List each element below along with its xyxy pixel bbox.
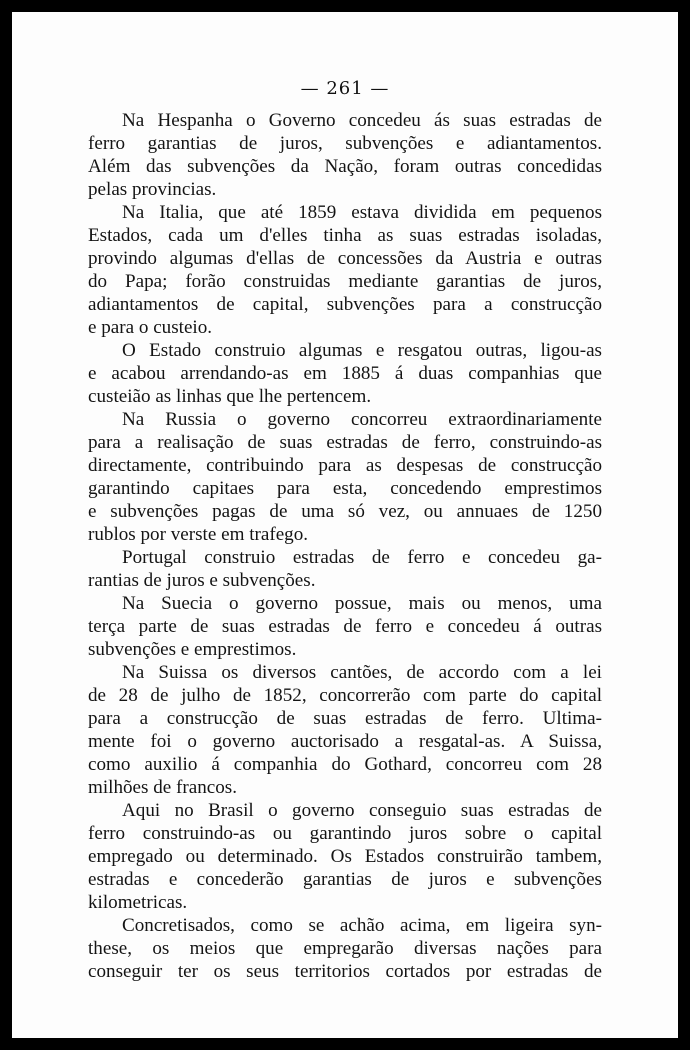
text-line: para a construcção de suas estradas de ferro. Ultima- xyxy=(88,708,602,729)
paragraph-hespanha xyxy=(88,109,602,201)
text-line: Aqui no Brasil o governo conseguio suas estradas de xyxy=(122,800,602,821)
text-line: Estados, cada um d'elles tinha as suas estradas isoladas, xyxy=(88,225,602,246)
text-line: Na Hespanha o Governo concedeu ás suas estradas de xyxy=(122,110,602,131)
text-line: kilometricas. xyxy=(88,892,188,913)
text-line: mente foi o governo auctorisado a resgatal-as. A Suissa, xyxy=(88,731,602,752)
text-line: Na Italia, que até 1859 estava dividida em pequenos xyxy=(122,202,602,223)
text-line: como auxilio á companhia do Gothard, concorreu com 28 xyxy=(88,754,602,775)
text-line: rublos por verste em trafego. xyxy=(88,524,309,545)
body-text xyxy=(88,109,602,983)
text-line: Na Russia o governo concorreu extraordinariamente xyxy=(122,409,602,430)
paragraph-brasil xyxy=(88,799,602,914)
text-line: O Estado construio algumas e resgatou outras, ligou-as xyxy=(122,340,602,361)
text-line: these, os meios que empregarão diversas nações para xyxy=(88,938,602,959)
paragraph-estado xyxy=(88,339,602,408)
text-line: para a realisação de suas estradas de ferro, construindo-as xyxy=(88,432,602,453)
paragraph-portugal xyxy=(88,546,602,592)
page-number: — 261 — xyxy=(300,78,390,99)
text-line: pelas provincias. xyxy=(88,179,217,200)
paragraph-suecia xyxy=(88,592,602,661)
book-page xyxy=(12,12,678,1038)
text-line: empregado ou determinado. Os Estados construirão tambem, xyxy=(88,846,602,867)
text-line: e para o custeio. xyxy=(88,317,213,338)
text-line: Na Suecia o governo possue, mais ou menos, uma xyxy=(122,593,602,614)
paragraph-concretisados xyxy=(88,914,602,983)
text-line: ferro construindo-as ou garantindo juros sobre o capital xyxy=(88,823,602,844)
text-line: terça parte de suas estradas de ferro e concedeu á outras xyxy=(88,616,602,637)
paragraph-italia xyxy=(88,201,602,339)
text-line: garantindo capitaes para esta, concedendo emprestimos xyxy=(88,478,602,499)
text-line: estradas e concederão garantias de juros e subvenções xyxy=(88,869,602,890)
text-line: de 28 de julho de 1852, concorrerão com parte do capital xyxy=(88,685,602,706)
text-line: Portugal construio estradas de ferro e concedeu ga- xyxy=(122,547,602,568)
text-line: subvenções e emprestimos. xyxy=(88,639,297,660)
text-line: e subvenções pagas de uma só vez, ou annuaes de 1250 xyxy=(88,501,602,522)
text-line: Além das subvenções da Nação, foram outras concedidas xyxy=(88,156,602,177)
text-line: provindo algumas d'ellas de concessões da Austria e outras xyxy=(88,248,602,269)
text-line: conseguir ter os seus territorios cortados por estradas de xyxy=(88,961,602,982)
text-line: Na Suissa os diversos cantões, de accordo com a lei xyxy=(122,662,602,683)
paragraph-suissa xyxy=(88,661,602,799)
text-line: do Papa; forão construidas mediante garantias de juros, xyxy=(88,271,602,292)
text-line: Concretisados, como se achão acima, em ligeira syn- xyxy=(122,915,602,936)
text-line: e acabou arrendando-as em 1885 á duas companhias que xyxy=(88,363,602,384)
text-line: milhões de francos. xyxy=(88,777,237,798)
paragraph-russia xyxy=(88,408,602,546)
text-line: custeião as linhas que lhe pertencem. xyxy=(88,386,372,407)
text-line: ferro garantias de juros, subvenções e adiantamentos. xyxy=(88,133,602,154)
text-line: adiantamentos de capital, subvenções para a construcção xyxy=(88,294,602,315)
text-line: rantias de juros e subvenções. xyxy=(88,570,316,591)
text-line: directamente, contribuindo para as despesas de construcção xyxy=(88,455,602,476)
